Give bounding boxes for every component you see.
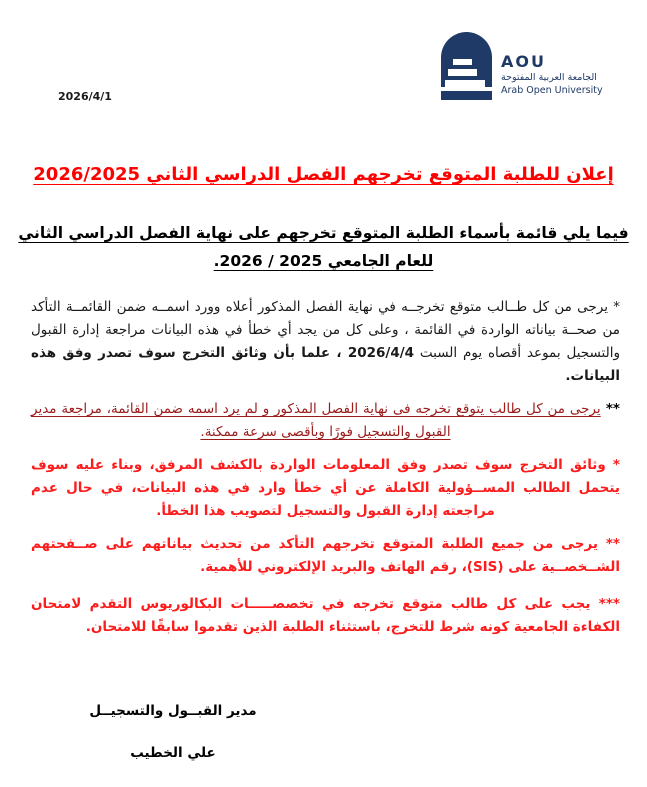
p1-text-after: ، علما بأن وثائق التخرج سوف تصدر وفق هذه البيانات. [31,345,620,384]
logo-name-english: Arab Open University [501,84,603,96]
subtitle-line-1: فيما يلي قائمة بأسماء الطلبة المتوقع تخرجهم على نهاية الفصل الدراسي الثاني [18,224,629,242]
aou-arch-icon [441,32,492,100]
logo-name-arabic: الجامعة العربية المفتوحة [501,72,597,83]
logo-text-block [501,54,621,95]
signature-block [88,703,258,761]
paragraph-documents-responsibility: * وثائق التخرج سوف تصدر وفق المعلومات الواردة بالكشف المرفق، وبناء عليه سوف يتحمل الطالب المســؤولية الكاملة عن أي خطأ وارد في هذه البيانات، في حال عدم مراجعته إدارة القبول والتسجيل لتصويب هذا الخطأ. [31,457,620,519]
subtitle-line-2: للعام الجامعي 2025 / 2026. [213,252,434,270]
announcement-subtitle [0,219,647,275]
arch-step-bottom [445,80,485,87]
p2-asterisks: ** [600,401,620,417]
announcement-title: إعلان للطلبة المتوقع تخرجهم الفصل الدراسي الثاني 2026/2025 [33,164,614,185]
arch-step-top [453,59,472,65]
p2-text: يرجى من كل طالب يتوقع تخرجه فى نهاية الفصل المذكور و لم يرد اسمه ضمن القائمة، مراجعة مدير القبول والتسجيل فورًا وبأقصى سرعة ممكنة. [31,401,601,440]
paragraph-data-verification [31,296,620,388]
paragraph-missing-names [31,398,620,444]
p1-text: * يرجى من كل طــالب متوقع تخرجــه في نهاية الفصل المذكور أعلاه وورد اسمــه ضمن القائمــة التأكد من صحــة بياناته الواردة في القائمة ، وعلى كل من يجد أي خطأ في هذه البيانات مراجعة إدارة القبول والتسجيل بموعد أقصاه يوم السبت [31,299,620,361]
signature-name: علي الخطيب [130,745,216,761]
document-date: 2026/4/1 [58,90,112,103]
paragraph-sis-update: ** يرجى من جميع الطلبة المتوقع تخرجهم التأكد من تحديث بياناتهم على صــفحتهم الشــخصــية على (SIS)، رقم الهاتف والبريد الإلكتروني للأهمية. [31,536,620,575]
aou-logo [441,32,621,104]
arch-step-middle [448,69,477,76]
deadline-date: 2026/4/4 [347,345,415,361]
logo-acronym: AOU [501,52,546,71]
signature-role: مدير القبــول والتسجيــل [89,703,257,719]
paragraph-competency-exam: *** يجب على كل طالب متوقع تخرجه في تخصصـــــات البكالوريوس التقدم لامتحان الكفاءة الجامعية كونه شرط للتخرج، باستثناء الطلبة الذين تقدموا سابقًا للامتحان. [31,596,620,635]
arch-base [441,91,492,100]
